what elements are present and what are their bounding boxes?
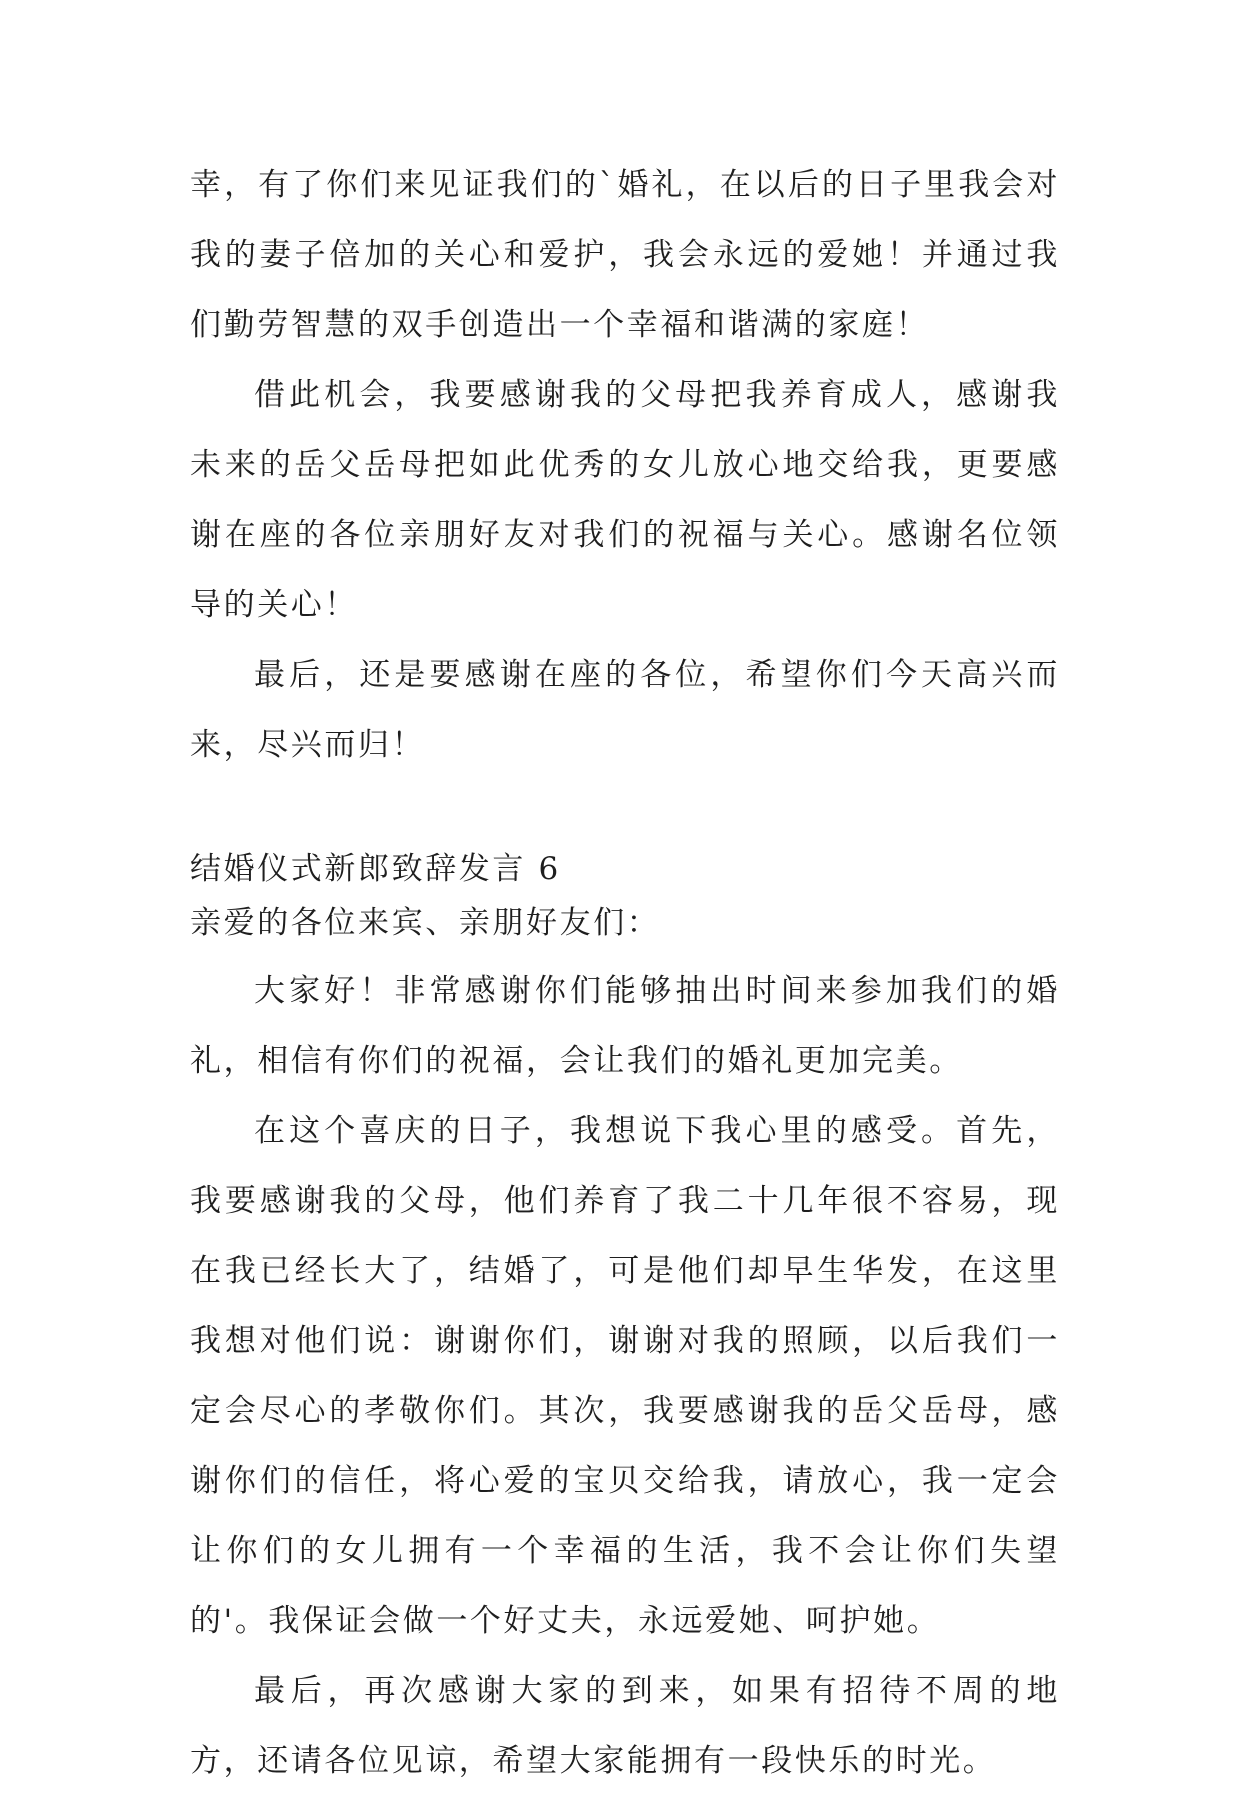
continued-paragraph: 幸，有了你们来见证我们的`婚礼，在以后的日子里我会对我的妻子倍加的关心和爱护，我会永远的爱她！并通过我们勤劳智慧的双手创造出一个幸福和谐满的家庭！: [190, 167, 1060, 343]
body-paragraph: 最后，还是要感谢在座的各位，希望你们今天高兴而来，尽兴而归！: [190, 657, 1060, 763]
salutation: 亲爱的各位来宾、亲朋好友们：: [190, 905, 661, 941]
document-body: [190, 150, 1060, 1796]
body-paragraph: 最后，再次感谢大家的到来，如果有招待不周的地方，还请各位见谅，希望大家能拥有一段快乐的时光。: [190, 1673, 1060, 1779]
body-paragraph: 在这个喜庆的日子，我想说下我心里的感受。首先，我要感谢我的父母，他们养育了我二十几年很不容易，现在我已经长大了，结婚了，可是他们却早生华发，在这里我想对他们说：谢谢你们，谢谢对我的照顾，以后我们一定会尽心的孝敬你们。其次，我要感谢我的岳父岳母，感谢你们的信任，将心爱的宝贝交给我，请放心，我一定会让你们的女儿拥有一个幸福的生活，我不会让你们失望的'。我保证会做一个好丈夫，永远爱她、呵护她。: [190, 1113, 1060, 1639]
section-title: 结婚仪式新郎致辞发言 6: [190, 851, 561, 887]
body-paragraph: 大家好！非常感谢你们能够抽出时间来参加我们的婚礼，相信有你们的祝福，会让我们的婚礼更加完美。: [190, 973, 1060, 1079]
body-paragraph: 借此机会，我要感谢我的父母把我养育成人，感谢我未来的岳父岳母把如此优秀的女儿放心地交给我，更要感谢在座的各位亲朋好友对我们的祝福与关心。感谢名位领导的关心！: [190, 377, 1060, 623]
